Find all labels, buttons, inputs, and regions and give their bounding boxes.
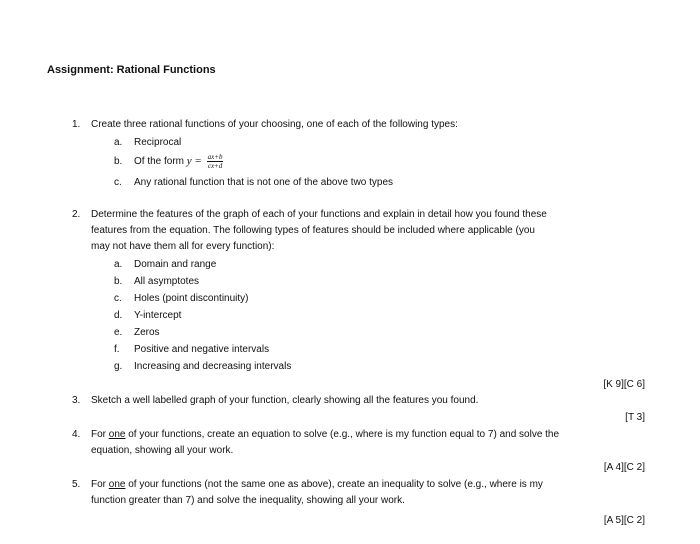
q2-item-b-letter: b.	[114, 276, 123, 287]
q1-number: 1.	[72, 119, 81, 130]
q2-item-a-text: Domain and range	[134, 259, 217, 270]
q2-number: 2.	[72, 209, 81, 220]
q2-line-2: features from the equation. The following types of features should be included where applicable (you	[91, 225, 535, 236]
page-title: Assignment: Rational Functions	[47, 64, 216, 76]
q1-c-letter: c.	[114, 177, 122, 188]
q4-marks: [A 4][C 2]	[603, 462, 645, 473]
q3-text: Sketch a well labelled graph of your function, clearly showing all the features you found.	[91, 395, 479, 406]
q2-item-f-letter: f.	[114, 344, 120, 355]
q2-item-e-letter: e.	[114, 327, 123, 338]
q5-marks: [A 5][C 2]	[603, 515, 645, 526]
q5-number: 5.	[72, 479, 81, 490]
q1-b-formula	[134, 151, 223, 172]
q2-item-e-text: Zeros	[134, 327, 160, 338]
q1-b-numerator: ax+b	[207, 152, 223, 161]
q1-text: Create three rational functions of your choosing, one of each of the following types:	[91, 119, 458, 130]
q1-c-text: Any rational function that is not one of the above two types	[134, 177, 394, 188]
q2-item-d-text: Y-intercept	[134, 310, 182, 321]
q5-pre: For	[91, 479, 106, 490]
q3-number: 3.	[72, 395, 81, 406]
q2-item-f-text: Positive and negative intervals	[134, 344, 270, 355]
q1-b-fraction	[207, 153, 224, 170]
q3-marks: [T 3]	[625, 412, 645, 423]
q1-a-letter: a.	[114, 137, 123, 148]
q1-b-y: y =	[186, 155, 202, 167]
q1-b-prefix: Of the form	[134, 156, 185, 167]
q5-line-1	[91, 478, 543, 492]
q2-item-a-letter: a.	[114, 259, 123, 270]
q4-line-1	[91, 428, 559, 442]
q2-item-d-letter: d.	[114, 310, 123, 321]
q2-item-g-letter: g.	[114, 361, 123, 372]
q1-b-letter: b.	[114, 156, 123, 167]
q2-line-1: Determine the features of the graph of each of your functions and explain in detail how you found these	[91, 209, 547, 220]
q1-a-text: Reciprocal	[134, 137, 182, 148]
q5-post: of your functions (not the same one as above), create an inequality to solve (e.g., where is my	[128, 479, 543, 490]
q5-underlined: one	[108, 479, 126, 490]
q5-line-2: function greater than 7) and solve the inequality, showing all your work.	[91, 495, 405, 506]
q4-number: 4.	[72, 429, 81, 440]
q4-line-2: equation, showing all your work.	[91, 445, 234, 456]
q2-item-b-text: All asymptotes	[134, 276, 200, 287]
q1-b-denominator: cx+d	[207, 161, 223, 170]
q2-marks: [K 9][C 6]	[603, 379, 645, 390]
q2-item-g-text: Increasing and decreasing intervals	[134, 361, 292, 372]
q4-underlined: one	[108, 429, 126, 440]
q4-pre: For	[91, 429, 106, 440]
q2-line-3: may not have them all for every function):	[91, 241, 275, 252]
q4-post: of your functions, create an equation to solve (e.g., where is my function equal to 7) and solve the	[128, 429, 560, 440]
q2-item-c-text: Holes (point discontinuity)	[134, 293, 249, 304]
q2-item-c-letter: c.	[114, 293, 122, 304]
